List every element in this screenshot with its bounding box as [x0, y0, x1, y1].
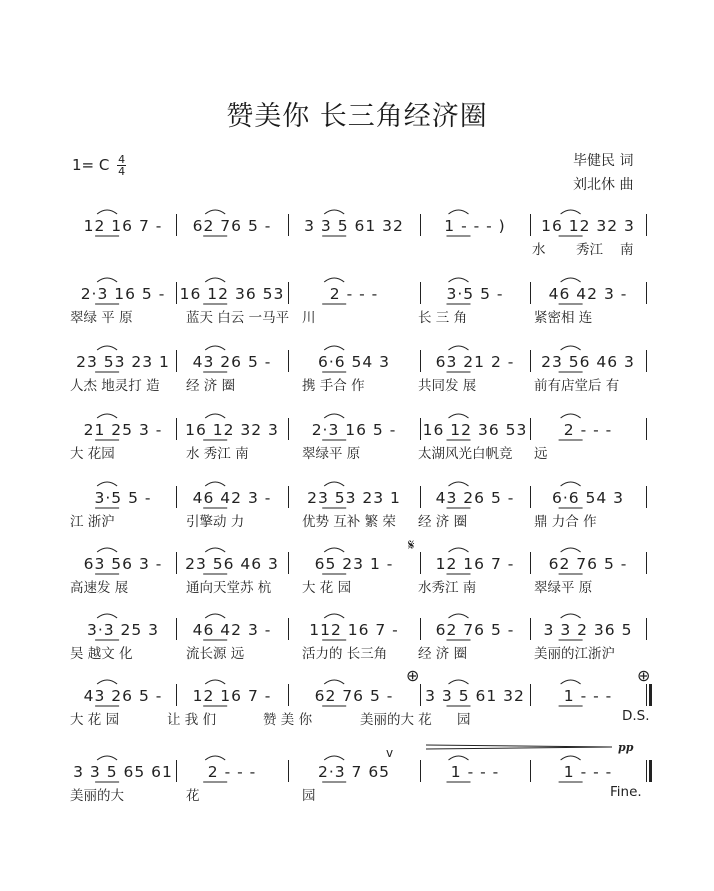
lyric-segment: 经 济 圈	[418, 514, 468, 530]
lyric-segment: 翠绿平 原	[302, 446, 361, 462]
lyric-segment: 花	[186, 788, 200, 804]
bar-line	[176, 760, 177, 782]
lyric-segment: 共同发 展	[418, 378, 477, 394]
staff-row	[0, 614, 714, 684]
lyrics-line	[70, 784, 650, 808]
measure: 16 12 36 53	[179, 285, 285, 303]
bar-line	[530, 418, 531, 440]
bar-line	[420, 618, 421, 640]
bar-line	[176, 486, 177, 508]
lyric-segment: Fine.	[610, 784, 642, 800]
lyric-segment: 吴 越文 化	[70, 646, 133, 662]
bar-line	[530, 486, 531, 508]
measure: 1 - - -	[450, 763, 500, 781]
lyrics-line	[70, 374, 650, 398]
lyric-segment: 流长源 远	[186, 646, 245, 662]
lyrics-line	[70, 642, 650, 666]
lyrics-line	[70, 306, 650, 330]
measure: 3 3 5 65 61	[73, 763, 173, 781]
lyric-segment: 大 花 园	[302, 580, 352, 596]
bar-line	[420, 350, 421, 372]
measure: 2 - - -	[563, 421, 613, 439]
lyrics-line	[70, 708, 650, 732]
measure: 1 - - - )	[444, 217, 506, 235]
lyric-segment: 江 浙沪	[70, 514, 115, 530]
bar-line	[288, 282, 289, 304]
lyric-segment: 川	[302, 310, 316, 326]
lyric-segment: 蓝天 白云 一马平	[186, 310, 290, 326]
lyric-segment: 水	[532, 242, 546, 258]
lyric-segment: 前有店堂后 有	[534, 378, 620, 394]
measure: 23 56 46 3	[185, 555, 279, 573]
measure: 16 12 32 3	[185, 421, 279, 439]
breath-mark: v	[386, 746, 394, 760]
staff-row	[0, 278, 714, 348]
measure: 16 12 36 53	[422, 421, 528, 439]
lyric-segment: 优势 互补 繁 荣	[302, 514, 396, 530]
measure: 1 - - -	[563, 763, 613, 781]
lyric-segment: 引擎动 力	[186, 514, 245, 530]
measure: 3 3 2 36 5	[543, 621, 633, 639]
staff-row	[0, 346, 714, 416]
composer-credit: 刘北休 曲	[573, 177, 634, 193]
measure: 2 - - -	[207, 763, 257, 781]
lyrics-line	[70, 238, 650, 262]
measure: 1 - - -	[563, 687, 613, 705]
bar-line	[646, 350, 647, 372]
lyric-segment: 美丽的大 花	[360, 712, 432, 728]
bar-line	[420, 760, 421, 782]
measure: 21 25 3 -	[83, 421, 163, 439]
measure: 43 26 5 -	[192, 353, 272, 371]
bar-line	[288, 552, 289, 574]
measure: 12 16 7 -	[192, 687, 272, 705]
dynamic-pp: pp	[618, 741, 634, 754]
measure: 2·3 16 5 -	[311, 421, 397, 439]
lyric-segment: 翠绿 平 原	[70, 310, 133, 326]
measure: 62 76 5 -	[548, 555, 628, 573]
staff-row	[0, 680, 714, 750]
bar-line	[646, 486, 647, 508]
bar-line	[530, 760, 531, 782]
song-title: 赞美你 长三角经济圈	[226, 101, 488, 132]
bar-line	[420, 214, 421, 236]
measure: 3 3 5 61 32	[425, 687, 525, 705]
bar-line	[646, 214, 647, 236]
coda-mark-right: ⊕	[637, 666, 651, 685]
lyric-segment: 南	[620, 242, 634, 258]
bar-line	[288, 350, 289, 372]
measure: 2 - - -	[329, 285, 379, 303]
bar-line	[646, 282, 647, 304]
bar-line	[646, 684, 647, 706]
lyric-segment: 园	[302, 788, 316, 804]
bar-line	[176, 684, 177, 706]
staff-row	[0, 482, 714, 552]
lyric-segment: 赞 美 你	[263, 712, 313, 728]
lyric-segment: 秀江	[576, 242, 603, 258]
lyric-segment: 水秀江 南	[418, 580, 477, 596]
measure: 2·3 16 5 -	[80, 285, 166, 303]
bar-line	[646, 618, 647, 640]
lyric-segment: 携 手合 作	[302, 378, 365, 394]
bar-line	[288, 214, 289, 236]
measure: 23 56 46 3	[541, 353, 635, 371]
measure: 23 53 23 1	[307, 489, 401, 507]
measure: 62 76 5 -	[314, 687, 394, 705]
lyric-segment: 经 济 圈	[186, 378, 236, 394]
staff-row	[0, 414, 714, 484]
measure: 6·6 54 3	[551, 489, 625, 507]
measure: 12 16 7 -	[435, 555, 515, 573]
lyric-segment: 高速发 展	[70, 580, 129, 596]
lyric-segment: 大 花 园	[70, 712, 120, 728]
staff-row	[0, 210, 714, 280]
measure: 3·5 5 -	[94, 489, 152, 507]
bar-line	[288, 684, 289, 706]
bar-line	[530, 214, 531, 236]
lyric-segment: 水 秀江 南	[186, 446, 249, 462]
lyric-segment: 太湖风光白帆竞	[418, 446, 513, 462]
measure: 3·5 5 -	[446, 285, 504, 303]
bar-line	[530, 684, 531, 706]
bar-line	[176, 418, 177, 440]
lyric-segment: 活力的 长三角	[302, 646, 388, 662]
bar-line	[530, 282, 531, 304]
lyric-segment: 美丽的江浙沪	[534, 646, 615, 662]
bar-line	[176, 214, 177, 236]
measure: 62 76 5 -	[435, 621, 515, 639]
key-time-signature	[72, 154, 126, 177]
measure: 112 16 7 -	[309, 621, 399, 639]
measure: 65 23 1 -	[314, 555, 394, 573]
bar-line	[420, 684, 421, 706]
bar-line	[288, 618, 289, 640]
bar-line	[176, 350, 177, 372]
bar-line	[530, 350, 531, 372]
measure: 43 26 5 -	[435, 489, 515, 507]
staff-row	[0, 548, 714, 618]
time-signature-top: 4	[118, 153, 126, 166]
measure: 6·6 54 3	[317, 353, 391, 371]
measure: 3·3 25 3	[86, 621, 160, 639]
time-signature	[117, 154, 126, 177]
segno-mark: 𝄋	[408, 536, 415, 554]
lyric-segment: D.S.	[622, 708, 650, 724]
lyric-segment: 长 三 角	[418, 310, 468, 326]
measure: 62 76 5 -	[192, 217, 272, 235]
bar-line	[176, 552, 177, 574]
lyric-segment: 园	[457, 712, 471, 728]
bar-line	[176, 618, 177, 640]
key-signature: 1= C	[72, 156, 110, 174]
lyrics-line	[70, 442, 650, 466]
measure: 12 16 7 -	[83, 217, 163, 235]
bar-line	[420, 282, 421, 304]
final-bar-line	[649, 760, 652, 782]
lyric-segment: 通向天堂苏 杭	[186, 580, 272, 596]
measure: 2·3 7 65	[317, 763, 391, 781]
lyric-segment: 翠绿平 原	[534, 580, 593, 596]
lyric-segment: 远	[534, 446, 548, 462]
lyrics-line	[70, 510, 650, 534]
bar-line	[288, 760, 289, 782]
bar-line	[646, 552, 647, 574]
measure: 43 26 5 -	[83, 687, 163, 705]
lyric-segment: 紧密相 连	[534, 310, 593, 326]
measure: 23 53 23 1	[76, 353, 170, 371]
bar-line	[530, 618, 531, 640]
bar-line	[176, 282, 177, 304]
measure: 46 42 3 -	[192, 489, 272, 507]
bar-line	[288, 418, 289, 440]
measure: 46 42 3 -	[548, 285, 628, 303]
bar-line	[420, 486, 421, 508]
measure: 46 42 3 -	[192, 621, 272, 639]
lyric-segment: 大 花园	[70, 446, 115, 462]
lyric-segment: 美丽的大	[70, 788, 124, 804]
bar-line	[288, 486, 289, 508]
measure: 16 12 32 3	[541, 217, 635, 235]
lyricist-credit: 毕健民 词	[573, 153, 634, 169]
measure: 63 21 2 -	[435, 353, 515, 371]
lyrics-line	[70, 576, 650, 600]
bar-line	[646, 760, 647, 782]
bar-line	[420, 418, 421, 440]
lyric-segment: 人杰 地灵打 造	[70, 378, 160, 394]
final-bar-line	[649, 684, 652, 706]
measure: 3 3 5 61 32	[304, 217, 404, 235]
bar-line	[530, 552, 531, 574]
bar-line	[420, 552, 421, 574]
lyric-segment: 鼎 力合 作	[534, 514, 597, 530]
lyric-segment: 经 济 圈	[418, 646, 468, 662]
lyric-segment: 让 我 们	[167, 712, 217, 728]
measure: 63 56 3 -	[83, 555, 163, 573]
coda-mark-left: ⊕	[406, 666, 420, 685]
time-signature-bottom: 4	[118, 165, 126, 178]
staff-row	[0, 756, 714, 826]
bar-line	[646, 418, 647, 440]
